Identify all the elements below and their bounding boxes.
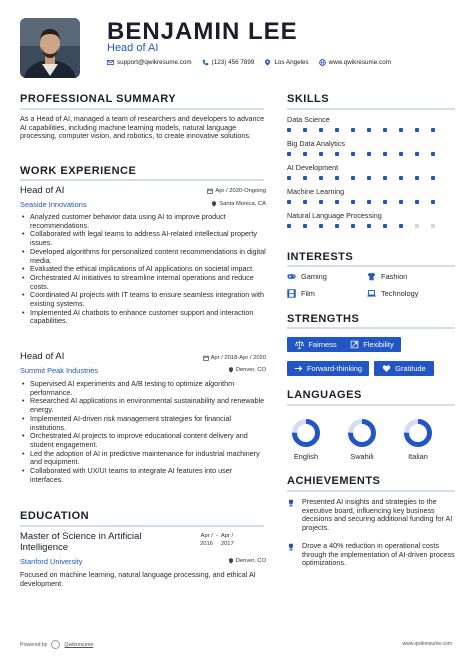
skill-dot: [399, 176, 403, 180]
summary-text: As a Head of AI, managed a team of researchers and developers to advance AI capabilities, including machine learning models, natural language processing, computer vision, and robotics, to create innovative solutions.: [20, 114, 265, 141]
interest-label: Film: [301, 289, 315, 298]
list-item: • Collaborated with legal teams to address AI-related intellectual property issues.: [20, 230, 266, 247]
website-text: www.qwikresume.com: [328, 59, 391, 66]
strength-label: Gratitude: [395, 364, 426, 373]
strength-label: Forward-thinking: [306, 364, 363, 373]
skill-dot: [319, 200, 323, 204]
skill-dot: [399, 152, 403, 156]
strength-label: Flexibility: [363, 340, 394, 349]
skill-dot: [351, 176, 355, 180]
location-text: Los Angeles: [274, 59, 309, 66]
skill-dot: [319, 176, 323, 180]
list-item: • Researched AI applications in environmental sustainability and renewable energy.: [20, 397, 266, 414]
job-1-dates-text: Apr / 2020-Ongoing: [215, 188, 266, 194]
skill-dot: [431, 152, 435, 156]
skill-dot: [335, 176, 339, 180]
interest-film: [287, 289, 315, 298]
job-2-title: Head of AI: [20, 351, 65, 362]
skill-rating: [287, 176, 435, 180]
strength-label: Fairness: [308, 340, 337, 349]
skill-dot: [383, 152, 387, 156]
skill-dot: [351, 152, 355, 156]
list-item: • Implemented AI chatbots to enhance customer support and interaction capabilities.: [20, 309, 266, 326]
calendar-icon: [207, 188, 213, 194]
strength-gratitude: [374, 361, 434, 376]
globe-icon: [319, 59, 326, 66]
interest-label: Technology: [381, 289, 419, 298]
interest-label: Fashion: [381, 272, 408, 281]
location-pin-icon: [228, 558, 234, 564]
skill-dot: [319, 128, 323, 132]
shirt-icon: [367, 272, 376, 281]
contact-bar: [107, 59, 391, 66]
interest-label: Gaming: [301, 272, 327, 281]
job-1-dates: [160, 188, 266, 194]
location-pin-icon: [228, 367, 234, 373]
footer-url[interactable]: www.qwikresume.com: [402, 641, 452, 647]
school-name: Stanford University: [20, 557, 83, 566]
skill-name: Data Science: [287, 115, 330, 124]
trophy-icon: [287, 543, 295, 551]
skill-dot: [287, 200, 291, 204]
job-2-bullets: [20, 380, 266, 484]
list-item: • Evaluated the ethical implications of AI applications on societal impact.: [20, 265, 266, 274]
skill-dot: [287, 224, 291, 228]
languages-heading: LANGUAGES: [287, 389, 362, 401]
language-name: Italian: [408, 452, 428, 461]
contact-email[interactable]: [107, 59, 192, 66]
skill-dot: [383, 224, 387, 228]
language-name: English: [293, 452, 319, 461]
strength-fairness: [287, 337, 345, 352]
email-icon: [107, 59, 114, 66]
education-date-end-year: 2017: [220, 541, 234, 547]
strengths-heading: STRENGTHS: [287, 313, 360, 325]
heart-icon: [382, 364, 391, 373]
skill-dot: [287, 176, 291, 180]
skill-dot: [303, 176, 307, 180]
job-2-dates-text: Apr / 2018-Apr / 2020: [210, 355, 266, 361]
education-date-end-month: Apr /: [220, 533, 234, 539]
phone-icon: [202, 59, 209, 66]
job-2-dates: [160, 355, 266, 361]
list-item: • Analyzed customer behavior data using AI to improve product recommendations.: [20, 213, 266, 230]
laptop-icon: [367, 289, 376, 298]
list-item: • Orchestrated AI initiatives to streamline internal operations and reduce costs.: [20, 274, 266, 291]
skill-dot: [351, 128, 355, 132]
contact-phone[interactable]: [202, 59, 255, 66]
experience-heading: WORK EXPERIENCE: [20, 165, 137, 177]
job-1-company: Seaside Innovations: [20, 200, 87, 209]
strength-flexibility: [343, 337, 401, 352]
skill-dot: [367, 176, 371, 180]
education-divider: [20, 525, 264, 527]
brand-text[interactable]: Qwikresume: [64, 641, 94, 648]
interests-divider: [287, 265, 455, 267]
skill-name: Machine Learning: [287, 187, 345, 196]
powered-by-text: Powered by: [20, 641, 48, 648]
language-level-ring: [291, 418, 321, 448]
interest-technology: [367, 289, 418, 298]
skill-dot: [367, 128, 371, 132]
interest-gaming: [287, 272, 327, 281]
list-item: • Led the adoption of AI in predictive maintenance for industrial machinery and equipment.: [20, 450, 266, 467]
gamepad-icon: [287, 272, 296, 281]
skill-dot: [335, 200, 339, 204]
skill-dot: [383, 200, 387, 204]
skill-dot: [431, 128, 435, 132]
language-level-ring: [403, 418, 433, 448]
list-item: • Coordinated AI projects with IT teams to ensure seamless integration with existing systems.: [20, 291, 266, 308]
degree-line-1: Master of Science in Artificial: [20, 531, 142, 542]
phone-text: (123) 456 7899: [211, 59, 255, 66]
skill-rating: [287, 200, 435, 204]
skill-dot: [319, 224, 323, 228]
strengths-divider: [287, 327, 455, 329]
job-2-location-text: Denver, CO: [235, 367, 266, 373]
flexibility-icon: [350, 340, 359, 349]
location-pin-icon: [264, 59, 271, 66]
skill-dot: [303, 128, 307, 132]
language-level-ring: [347, 418, 377, 448]
list-item: • Implemented AI-driven risk management strategies for financial institutions.: [20, 415, 266, 432]
interest-fashion: [367, 272, 407, 281]
language-name: Swahili: [350, 452, 374, 461]
profile-photo: [20, 18, 80, 78]
skills-heading: SKILLS: [287, 93, 330, 105]
film-icon: [287, 289, 296, 298]
skill-name: Big Data Analytics: [287, 139, 345, 148]
skill-name: AI Development: [287, 163, 339, 172]
skill-dot: [415, 200, 419, 204]
education-location-text: Denver, CO: [235, 558, 266, 564]
skill-rating: [287, 128, 435, 132]
education-dates: Apr / 2016 - Apr / 2017: [200, 533, 234, 547]
experience-divider: [20, 179, 264, 181]
list-item: • Orchestrated AI projects to improve educational content delivery and student engagement.: [20, 432, 266, 449]
footer-powered-by: [20, 640, 93, 649]
skill-dot: [383, 128, 387, 132]
skill-dot: [303, 224, 307, 228]
skill-dot: [367, 152, 371, 156]
skill-dot: [431, 200, 435, 204]
skill-rating: [287, 224, 435, 228]
skill-dot: [287, 152, 291, 156]
skill-dot: [335, 152, 339, 156]
achievements-divider: [287, 490, 455, 492]
job-1-location: [160, 201, 266, 207]
calendar-icon: [203, 355, 209, 361]
candidate-name: BENJAMIN LEE: [107, 18, 298, 45]
achievement-2: Drove a 40% reduction in operational costs through the implementation of AI-driven process optimizations.: [302, 541, 455, 568]
list-item: • Supervised AI experiments and A/B testing to optimize algorithm performance.: [20, 380, 266, 397]
degree-title: [20, 531, 141, 553]
skill-dot: [431, 224, 435, 228]
skill-dot: [415, 224, 419, 228]
skill-dot: [335, 128, 339, 132]
skill-dot: [367, 224, 371, 228]
education-date-start-month: Apr /: [200, 533, 213, 539]
skill-dot: [287, 128, 291, 132]
skill-dot: [415, 128, 419, 132]
candidate-title: Head of AI: [107, 42, 159, 54]
skill-dot: [367, 200, 371, 204]
balance-scale-icon: [295, 340, 304, 349]
job-1-location-text: Santa Monica, CA: [219, 201, 266, 207]
skill-dot: [415, 152, 419, 156]
list-item: • Collaborated with UX/UI teams to integrate AI features into user interfaces.: [20, 467, 266, 484]
skill-dot: [351, 200, 355, 204]
education-text: Focused on machine learning, natural language processing, and ethical AI development.: [20, 570, 256, 588]
skill-dot: [335, 224, 339, 228]
location-pin-icon: [211, 201, 217, 207]
email-text: support@qwikresume.com: [117, 59, 192, 66]
list-item: • Developed algorithms for personalized content recommendations in digital media.: [20, 248, 266, 265]
education-date-start-year: 2016: [200, 541, 213, 547]
achievement-1: Presented AI insights and strategies to the executive board, influencing key business decisions and securing additional funding for AI projects.: [302, 497, 453, 533]
skill-dot: [431, 176, 435, 180]
skill-dot: [399, 200, 403, 204]
trophy-icon: [287, 499, 295, 507]
summary-heading: PROFESSIONAL SUMMARY: [20, 93, 177, 105]
education-heading: EDUCATION: [20, 510, 90, 522]
job-2-company: Summit Peak Industries: [20, 366, 99, 375]
qwikresume-logo-icon: [51, 640, 60, 649]
languages-divider: [287, 404, 455, 406]
contact-location: [264, 59, 308, 66]
skill-dot: [303, 200, 307, 204]
skill-rating: [287, 152, 435, 156]
skill-dot: [399, 224, 403, 228]
skill-dot: [351, 224, 355, 228]
skill-dot: [319, 152, 323, 156]
education-location: [160, 558, 266, 564]
summary-divider: [20, 108, 264, 110]
job-1-title: Head of AI: [20, 185, 65, 196]
strength-forward-thinking: [287, 361, 369, 376]
skill-dot: [303, 152, 307, 156]
achievements-heading: ACHIEVEMENTS: [287, 475, 381, 487]
interests-heading: INTERESTS: [287, 251, 354, 263]
skills-divider: [287, 108, 455, 110]
skill-dot: [399, 128, 403, 132]
job-2-location: [160, 367, 266, 373]
skill-name: Natural Language Processing: [287, 211, 382, 220]
job-1-bullets: [20, 213, 266, 326]
skill-dot: [415, 176, 419, 180]
skill-dot: [383, 176, 387, 180]
arrow-right-icon: [294, 364, 303, 373]
degree-line-2: Intelligence: [20, 542, 69, 553]
contact-website[interactable]: [319, 59, 391, 66]
